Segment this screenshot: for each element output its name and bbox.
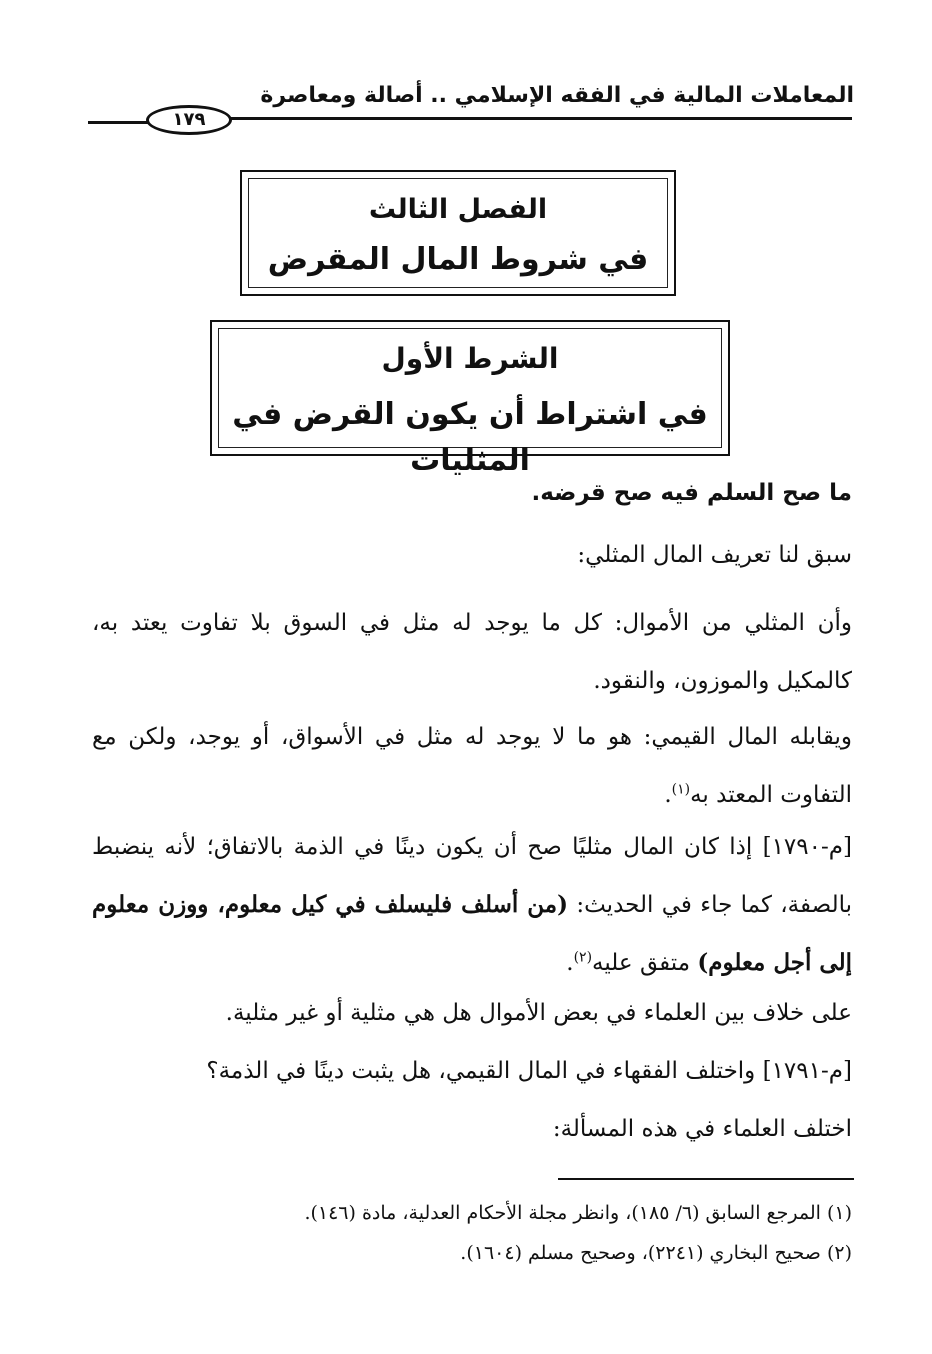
footnote: (٢) صحيح البخاري (٢٢٤١)، وصحيح مسلم (١٦٠٤).: [460, 1242, 852, 1264]
section-title-box: [210, 320, 730, 478]
paragraph-text: ويقابله المال القيمي: هو ما لا يوجد له مثل في الأسواق، أو يوجد، ولكن مع التفاوت المعتد به: [92, 724, 852, 808]
section-subtitle: في اشتراط أن يكون القرض في المثليات: [232, 397, 708, 478]
header-rule-left: [88, 121, 148, 124]
footnote-reference: (١): [671, 781, 691, 798]
chapter-subtitle: في شروط المال المقرض: [267, 242, 649, 277]
paragraph-end: .: [664, 782, 672, 808]
chapter-title: الفصل الثالث: [368, 194, 548, 225]
paragraph-text: متفق عليه: [592, 950, 698, 976]
paragraph: وأن المثلي من الأموال: كل ما يوجد له مثل في السوق بلا تفاوت يعتد به، كالمكيل والموزون، والنقود.: [92, 610, 852, 694]
page-number: ١٧٩: [146, 105, 232, 135]
paragraph: [92, 818, 852, 992]
header-rule: [228, 117, 852, 120]
hadith-quote: (من أسلف فليسلف في كيل معلوم، ووزن معلوم إلى أجل معلوم): [92, 891, 852, 976]
paragraph-text: [م-١٧٩٠] إذا كان المال مثليًا صح أن يكون دينًا في الذمة بالاتفاق؛ لأنه ينضبط بالصفة، كما جاء في الحديث:: [92, 834, 852, 918]
footnote-reference: (٢): [573, 949, 593, 966]
running-title: المعاملات المالية في الفقه الإسلامي .. أصالة ومعاصرة: [260, 83, 854, 108]
chapter-title-box: [240, 170, 676, 296]
paragraph-end: .: [566, 950, 574, 976]
footnote: (١) المرجع السابق (٦/ ١٨٥)، وانظر مجلة الأحكام العدلية، مادة (١٤٦).: [304, 1202, 852, 1224]
paragraph: [92, 708, 852, 824]
paragraph: [م-١٧٩١] واختلف الفقهاء في المال القيمي، هل يثبت دينًا في الذمة؟: [206, 1058, 852, 1084]
footnote-separator: [558, 1178, 854, 1180]
rule-statement: ما صح السلم فيه صح قرضه.: [531, 480, 852, 506]
paragraph: اختلف العلماء في هذه المسألة:: [552, 1116, 852, 1142]
paragraph: على خلاف بين العلماء في بعض الأموال هل هي مثلية أو غير مثلية.: [225, 1000, 852, 1026]
section-title: الشرط الأول: [381, 342, 559, 375]
paragraph: سبق لنا تعريف المال المثلي:: [577, 542, 852, 568]
